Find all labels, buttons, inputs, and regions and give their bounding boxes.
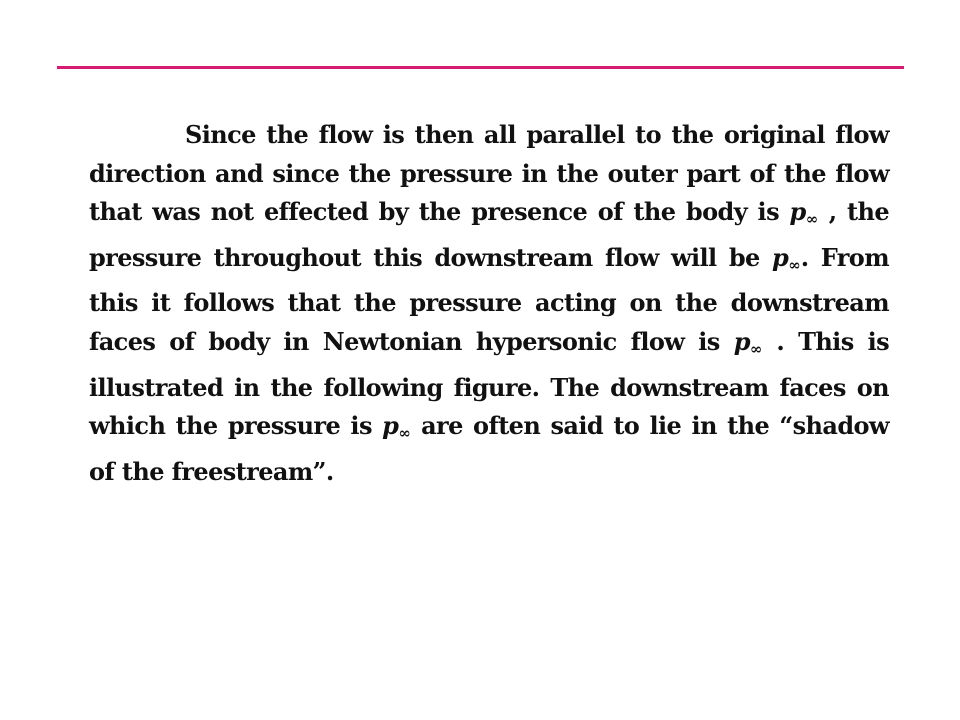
text-segment-2: , the pressure throughout this downstream flow will be (89, 197, 890, 272)
p-infinity-symbol: $p_\infty$ (789, 197, 819, 229)
text-segment-4: . This is illustrated in the following figure. The downstream faces on which the pressure is (89, 326, 889, 441)
p-infinity-symbol: $p_\infty$ (772, 242, 801, 274)
text-segment-5: are often said to lie in the “shadow of the freestream”. (89, 411, 889, 486)
body-paragraph (89, 116, 889, 491)
text-segment-1: Since the flow is then all parallel to the original flow direction and since the pressure in the outer part of the flow that was not effected by the presence of the body is (89, 120, 889, 227)
p-infinity-symbol: $p_\infty$ (382, 411, 411, 443)
header-divider (57, 66, 904, 69)
p-infinity-symbol: $p_\infty$ (733, 326, 763, 358)
text-segment-3: . From this it follows that the pressure acting on the downstream faces of body in Newtonian hypersonic flow is (89, 242, 889, 356)
